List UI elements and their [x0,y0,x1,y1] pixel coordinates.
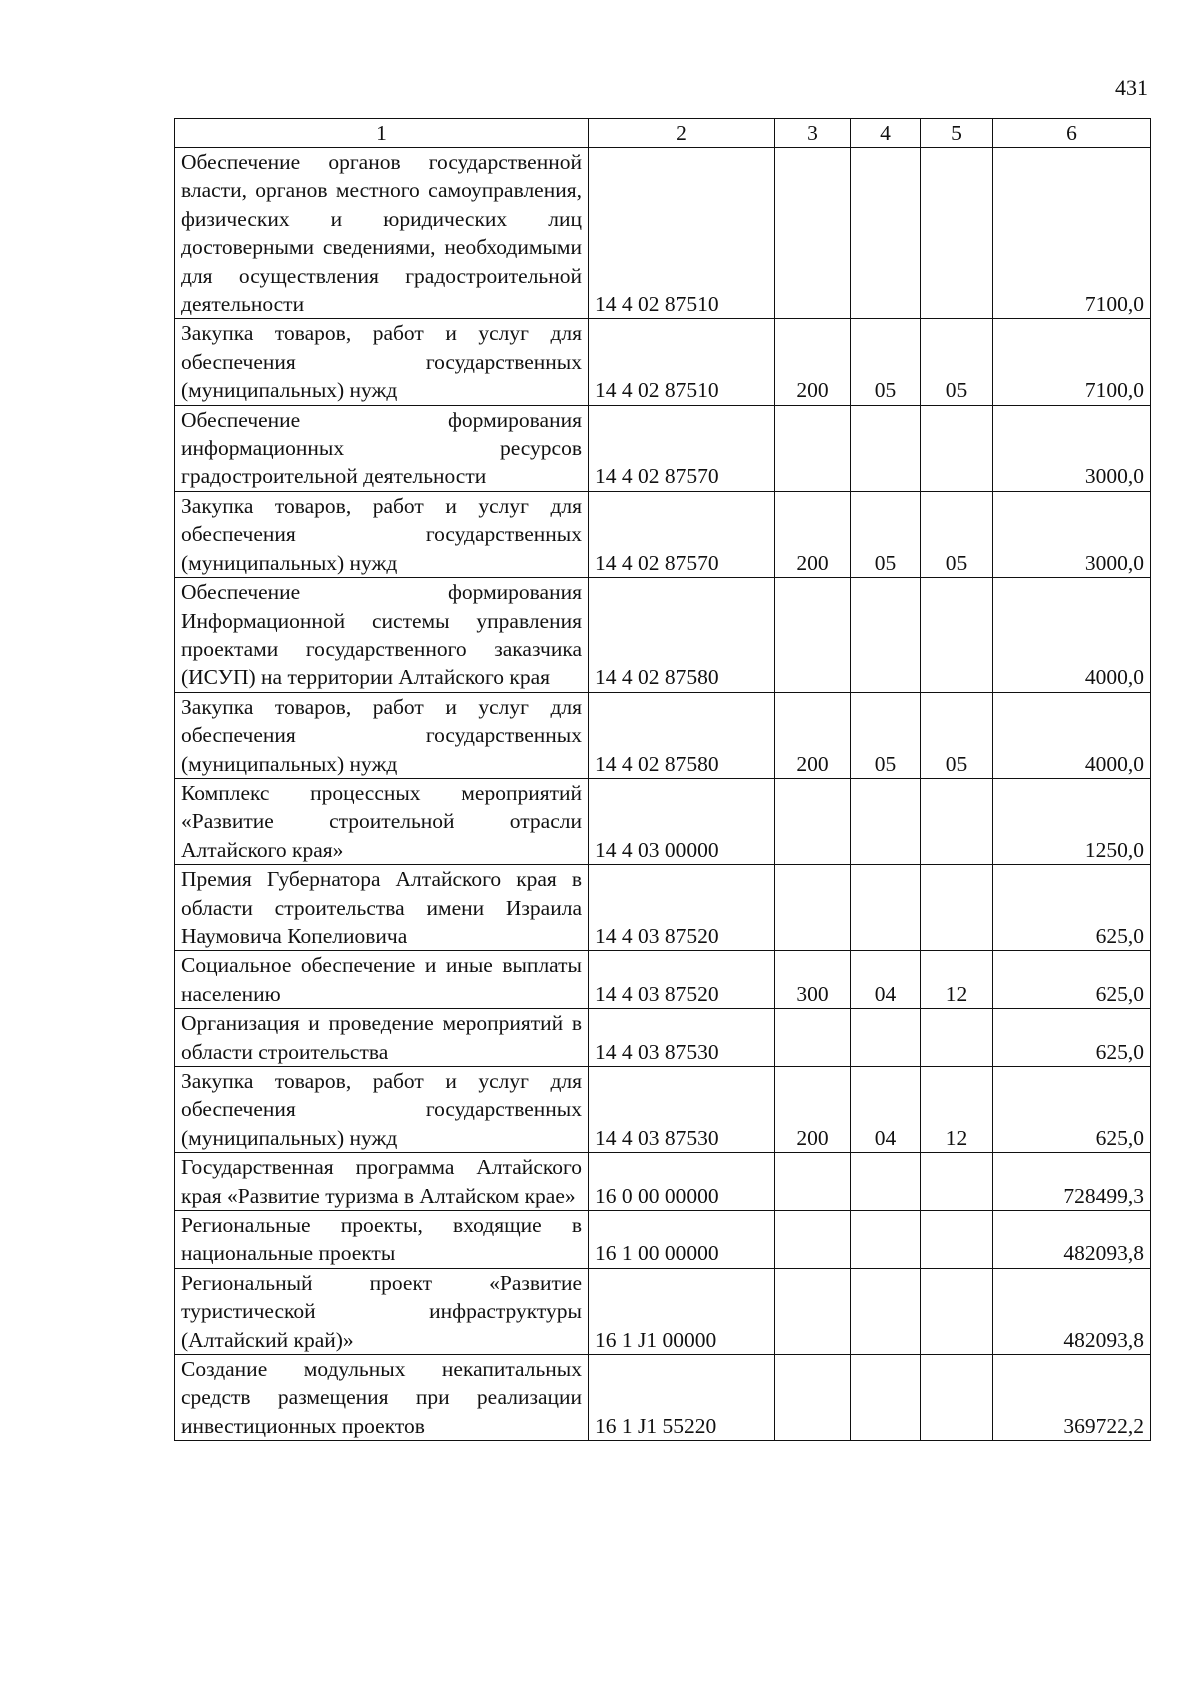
row-amount-cell: 7100,0 [993,319,1151,405]
row-amount-cell: 625,0 [993,1067,1151,1153]
header-col-5: 5 [921,119,993,148]
table-row [175,1355,1151,1441]
row-code-cell: 14 4 02 87580 [589,578,775,693]
row-amount-cell: 482093,8 [993,1211,1151,1269]
row-col3-cell: 200 [775,1067,851,1153]
table-row [175,405,1151,491]
row-amount-cell: 4000,0 [993,692,1151,778]
row-col3-cell [775,1153,851,1211]
row-name-cell: Региональные проекты, входящие в национальные проекты [175,1211,589,1269]
table-row [175,951,1151,1009]
table-row [175,1268,1151,1354]
row-code-cell: 14 4 02 87510 [589,319,775,405]
row-col4-cell: 04 [851,951,921,1009]
row-col4-cell [851,148,921,319]
row-col5-cell [921,1009,993,1067]
row-col5-cell [921,1268,993,1354]
row-col4-cell [851,865,921,951]
row-code-cell: 14 4 02 87510 [589,148,775,319]
row-col4-cell [851,405,921,491]
row-name-cell: Обеспечение формирования Информационной системы управления проектами государственного заказчика (ИСУП) на территории Алтайского края [175,578,589,693]
row-col5-cell [921,148,993,319]
row-col5-cell [921,1211,993,1269]
table-row [175,1067,1151,1153]
row-code-cell: 16 1 J1 00000 [589,1268,775,1354]
row-col5-cell [921,405,993,491]
row-name-cell: Закупка товаров, работ и услуг для обеспечения государственных (муниципальных) нужд [175,1067,589,1153]
table-row [175,1009,1151,1067]
row-col3-cell [775,1211,851,1269]
row-code-cell: 14 4 03 00000 [589,778,775,864]
row-code-cell: 14 4 03 87520 [589,865,775,951]
row-col3-cell [775,405,851,491]
row-amount-cell: 4000,0 [993,578,1151,693]
row-col4-cell [851,1153,921,1211]
row-name-cell: Социальное обеспечение и иные выплаты населению [175,951,589,1009]
table-row [175,319,1151,405]
table-header [175,119,1151,148]
row-col5-cell: 05 [921,319,993,405]
row-amount-cell: 369722,2 [993,1355,1151,1441]
row-col3-cell [775,1009,851,1067]
row-amount-cell: 482093,8 [993,1268,1151,1354]
row-amount-cell: 625,0 [993,865,1151,951]
row-amount-cell: 3000,0 [993,405,1151,491]
table-row [175,692,1151,778]
row-col4-cell [851,778,921,864]
row-col4-cell: 05 [851,319,921,405]
header-col-1: 1 [175,119,589,148]
header-row [175,119,1151,148]
table-row [175,865,1151,951]
row-col3-cell [775,578,851,693]
row-amount-cell: 3000,0 [993,491,1151,577]
header-col-3: 3 [775,119,851,148]
row-name-cell: Обеспечение органов государственной власти, органов местного самоуправления, физических и юридических лиц достоверными сведениями, необходимыми для осуществления градостроительной деятельности [175,148,589,319]
row-col5-cell: 12 [921,1067,993,1153]
row-col3-cell [775,1355,851,1441]
row-name-cell: Закупка товаров, работ и услуг для обеспечения государственных (муниципальных) нужд [175,319,589,405]
row-col4-cell [851,1268,921,1354]
budget-table [174,118,1151,1441]
table-row [175,1211,1151,1269]
row-col3-cell: 200 [775,319,851,405]
row-col4-cell [851,1355,921,1441]
row-col3-cell [775,865,851,951]
row-code-cell: 16 1 00 00000 [589,1211,775,1269]
row-code-cell: 14 4 03 87520 [589,951,775,1009]
row-code-cell: 14 4 03 87530 [589,1067,775,1153]
row-col4-cell: 05 [851,491,921,577]
table-row [175,578,1151,693]
row-col5-cell [921,1153,993,1211]
header-col-6: 6 [993,119,1151,148]
row-col5-cell [921,1355,993,1441]
row-col3-cell [775,148,851,319]
row-amount-cell: 625,0 [993,951,1151,1009]
row-col3-cell [775,778,851,864]
row-col3-cell [775,1268,851,1354]
row-code-cell: 16 0 00 00000 [589,1153,775,1211]
row-col3-cell: 200 [775,692,851,778]
row-col4-cell: 05 [851,692,921,778]
row-code-cell: 16 1 J1 55220 [589,1355,775,1441]
row-amount-cell: 1250,0 [993,778,1151,864]
row-code-cell: 14 4 03 87530 [589,1009,775,1067]
row-name-cell: Закупка товаров, работ и услуг для обеспечения государственных (муниципальных) нужд [175,692,589,778]
row-col5-cell: 05 [921,692,993,778]
table-row [175,1153,1151,1211]
row-name-cell: Премия Губернатора Алтайского края в области строительства имени Израила Наумовича Копелиовича [175,865,589,951]
row-col4-cell [851,578,921,693]
row-col4-cell [851,1009,921,1067]
row-name-cell: Региональный проект «Развитие туристической инфраструктуры (Алтайский край)» [175,1268,589,1354]
table-row [175,148,1151,319]
row-col5-cell [921,778,993,864]
table-row [175,491,1151,577]
table-body [175,148,1151,1441]
row-col3-cell: 200 [775,491,851,577]
row-name-cell: Обеспечение формирования информационных ресурсов градостроительной деятельности [175,405,589,491]
row-name-cell: Государственная программа Алтайского края «Развитие туризма в Алтайском крае» [175,1153,589,1211]
row-col5-cell: 05 [921,491,993,577]
row-amount-cell: 728499,3 [993,1153,1151,1211]
row-name-cell: Комплекс процессных мероприятий «Развитие строительной отрасли Алтайского края» [175,778,589,864]
row-col3-cell: 300 [775,951,851,1009]
page-number: 431 [1115,75,1148,100]
row-code-cell: 14 4 02 87570 [589,405,775,491]
row-amount-cell: 625,0 [993,1009,1151,1067]
header-col-2: 2 [589,119,775,148]
row-name-cell: Создание модульных некапитальных средств размещения при реализации инвестиционных проектов [175,1355,589,1441]
row-code-cell: 14 4 02 87580 [589,692,775,778]
row-col4-cell [851,1211,921,1269]
table-row [175,778,1151,864]
row-amount-cell: 7100,0 [993,148,1151,319]
row-code-cell: 14 4 02 87570 [589,491,775,577]
row-name-cell: Организация и проведение мероприятий в области строительства [175,1009,589,1067]
row-name-cell: Закупка товаров, работ и услуг для обеспечения государственных (муниципальных) нужд [175,491,589,577]
row-col5-cell: 12 [921,951,993,1009]
row-col5-cell [921,865,993,951]
header-col-4: 4 [851,119,921,148]
row-col4-cell: 04 [851,1067,921,1153]
row-col5-cell [921,578,993,693]
